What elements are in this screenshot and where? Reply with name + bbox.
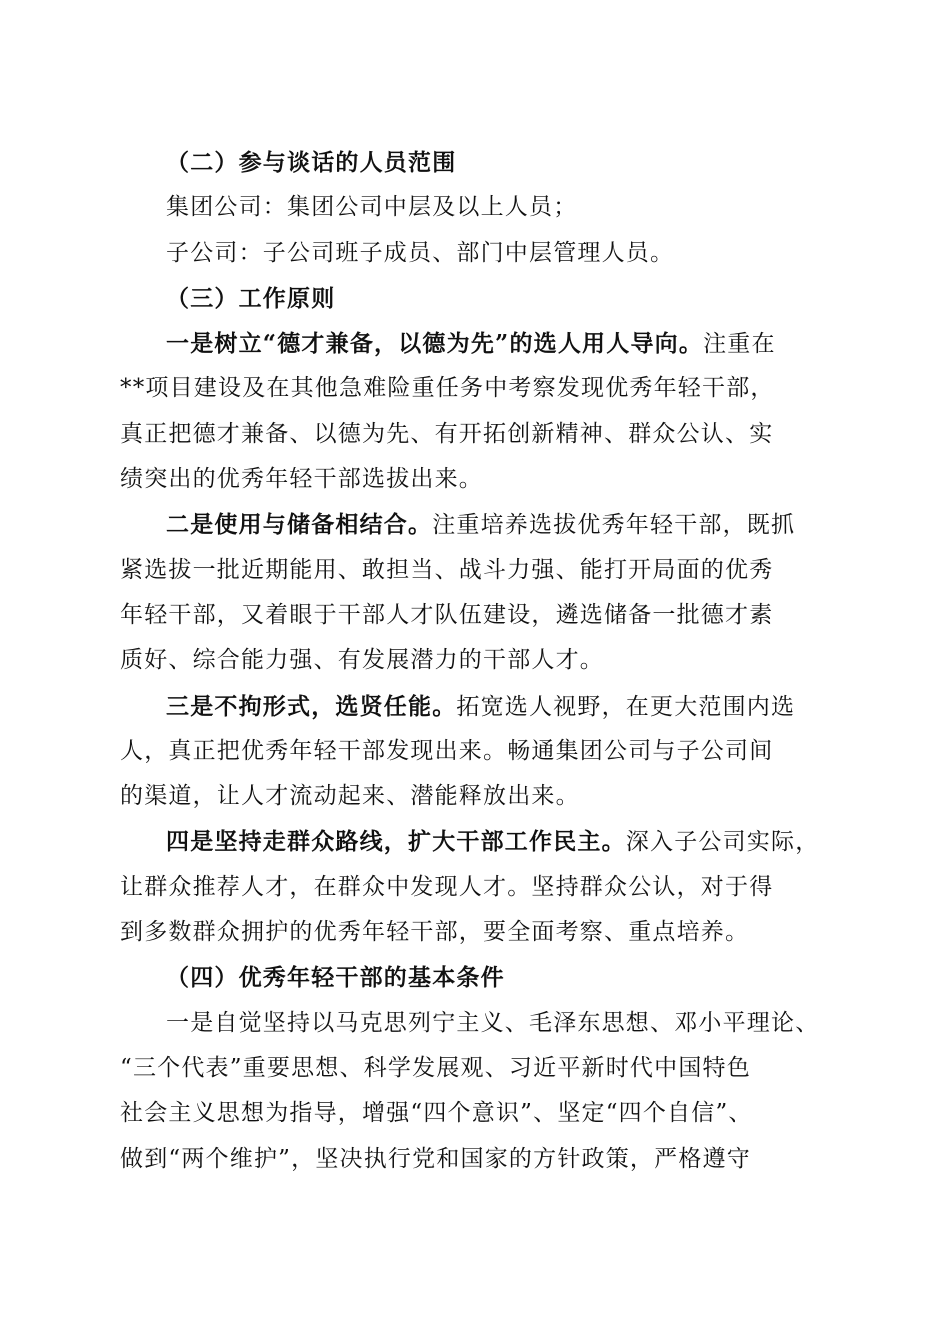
paragraph-line: “三个代表”重要思想、科学发展观、习近平新时代中国特色 [120, 1054, 751, 1081]
paragraph-line: 集团公司：集团公司中层及以上人员； [166, 194, 578, 221]
paragraph-text: 注重培养选拔优秀年轻干部，既抓 [432, 512, 796, 539]
paragraph-line: 绩突出的优秀年轻干部选拔出来。 [120, 466, 483, 493]
principle-lead-3: 三是不拘形式，选贤任能。 [166, 692, 457, 720]
paragraph-text: 注重在 [703, 331, 776, 358]
paragraph-line: **项目建设及在其他急难险重任务中考察发现优秀年轻干部， [120, 375, 775, 402]
paragraph-line: 紧选拔一批近期能用、敢担当、战斗力强、能打开局面的优秀 [120, 556, 774, 583]
paragraph-line: 子公司：子公司班子成员、部门中层管理人员。 [166, 239, 675, 266]
section-heading-3: （三）工作原则 [166, 284, 336, 312]
paragraph-line [120, 819, 832, 864]
paragraph-line [120, 502, 832, 547]
principle-lead-4: 四是坚持走群众路线，扩大干部工作民主。 [166, 828, 626, 856]
paragraph-line: 真正把德才兼备、以德为先、有开拓创新精神、群众公认、实 [120, 420, 774, 447]
principle-lead-1: 一是树立“德才兼备，以德为先”的选人用人导向。 [166, 330, 704, 358]
paragraph-text: 深入子公司实际， [625, 829, 820, 856]
paragraph-line: 社会主义思想为指导，增强“四个意识”、坚定“四个自信”、 [120, 1100, 753, 1127]
section-heading-2: （二）参与谈话的人员范围 [166, 149, 457, 176]
paragraph-line: 的渠道，让人才流动起来、潜能释放出来。 [120, 783, 580, 810]
paragraph-text: 拓宽选人视野，在更大范围内选 [456, 693, 796, 720]
paragraph-line: 年轻干部，又着眼于干部人才队伍建设，遴选储备一批德才素 [120, 601, 774, 628]
paragraph-line [120, 321, 832, 366]
paragraph-line: 人，真正把优秀年轻干部发现出来。畅通集团公司与子公司间 [120, 737, 774, 764]
paragraph-line [120, 684, 832, 729]
paragraph-line: 一是自觉坚持以马克思列宁主义、毛泽东思想、邓小平理论、 [166, 1009, 820, 1036]
section-heading-4: （四）优秀年轻干部的基本条件 [166, 964, 505, 992]
paragraph-line: 到多数群众拥护的优秀年轻干部，要全面考察、重点培养。 [120, 919, 750, 946]
document-page [120, 140, 832, 1182]
paragraph-line: 质好、综合能力强、有发展潜力的干部人才。 [120, 647, 604, 674]
principle-lead-2: 二是使用与储备相结合。 [166, 511, 433, 539]
paragraph-line: 做到“两个维护”，坚决执行党和国家的方针政策，严格遵守 [120, 1145, 751, 1172]
paragraph-line: 让群众推荐人才，在群众中发现人才。坚持群众公认，对于得 [120, 873, 774, 900]
